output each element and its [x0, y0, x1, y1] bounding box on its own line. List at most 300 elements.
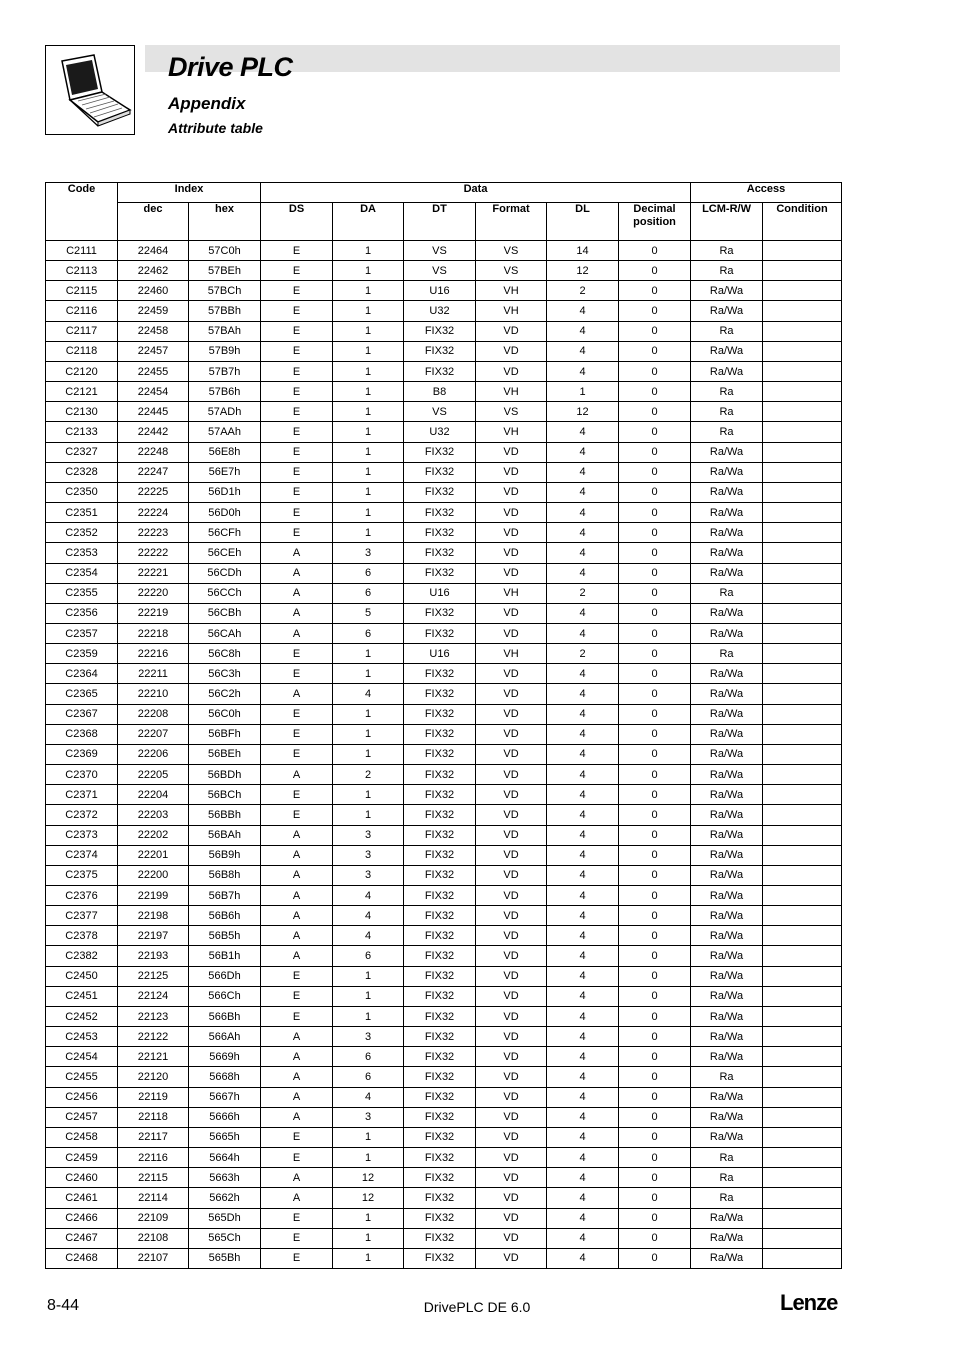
table-cell: VD: [476, 1127, 547, 1147]
table-cell: FIX32: [404, 1248, 476, 1268]
table-cell: Ra/Wa: [691, 563, 763, 583]
table-cell: C2133: [46, 422, 118, 442]
table-cell: E: [261, 422, 333, 442]
table-cell: FIX32: [404, 765, 476, 785]
table-cell: Ra/Wa: [691, 1087, 763, 1107]
table-cell: VD: [476, 503, 547, 523]
table-cell: VD: [476, 845, 547, 865]
table-cell: 4: [547, 623, 619, 643]
table-cell: 1: [333, 664, 404, 684]
table-cell: 0: [619, 301, 691, 321]
table-cell: A: [261, 906, 333, 926]
table-cell: VD: [476, 825, 547, 845]
table-cell: VD: [476, 765, 547, 785]
table-cell: 22109: [118, 1208, 189, 1228]
table-row: [46, 865, 842, 885]
table-cell: 22218: [118, 623, 189, 643]
table-cell: E: [261, 341, 333, 361]
table-cell: 4: [547, 603, 619, 623]
column-header-format: Format: [476, 203, 547, 241]
table-cell: C2353: [46, 543, 118, 563]
column-header-code: Code: [46, 183, 118, 241]
table-cell: Ra/Wa: [691, 543, 763, 563]
column-group-data: Data: [261, 183, 691, 203]
table-cell: 4: [547, 765, 619, 785]
table-cell: Ra/Wa: [691, 906, 763, 926]
table-cell: 5663h: [189, 1168, 261, 1188]
table-cell: FIX32: [404, 845, 476, 865]
table-cell: VH: [476, 644, 547, 664]
table-cell: VH: [476, 583, 547, 603]
table-cell: A: [261, 1188, 333, 1208]
table-cell: 4: [547, 724, 619, 744]
table-cell: 1: [333, 301, 404, 321]
table-cell: VD: [476, 865, 547, 885]
table-cell: Ra/Wa: [691, 301, 763, 321]
table-cell: 1: [333, 966, 404, 986]
table-cell: 22221: [118, 563, 189, 583]
table-cell: VD: [476, 1027, 547, 1047]
column-header-decimal-position: Decimal position: [619, 203, 691, 241]
table-cell: C2327: [46, 442, 118, 462]
table-cell: VD: [476, 341, 547, 361]
table-cell: 4: [547, 1047, 619, 1067]
table-cell: FIX32: [404, 785, 476, 805]
table-row: [46, 1067, 842, 1087]
table-cell: Ra/Wa: [691, 361, 763, 381]
table-cell: [763, 865, 842, 885]
table-cell: [763, 684, 842, 704]
table-cell: A: [261, 1047, 333, 1067]
table-cell: C2115: [46, 281, 118, 301]
table-cell: Ra/Wa: [691, 724, 763, 744]
table-cell: E: [261, 503, 333, 523]
table-cell: C2369: [46, 744, 118, 764]
laptop-icon: [45, 45, 135, 135]
table-cell: VD: [476, 1087, 547, 1107]
table-cell: 0: [619, 886, 691, 906]
table-cell: [763, 321, 842, 341]
table-cell: E: [261, 744, 333, 764]
table-cell: 57BBh: [189, 301, 261, 321]
column-group-index: Index: [118, 183, 261, 203]
table-cell: 0: [619, 361, 691, 381]
table-cell: Ra/Wa: [691, 744, 763, 764]
table-cell: Ra/Wa: [691, 825, 763, 845]
table-cell: C2364: [46, 664, 118, 684]
table-cell: 0: [619, 321, 691, 341]
table-cell: 22223: [118, 523, 189, 543]
table-row: [46, 1087, 842, 1107]
table-cell: 0: [619, 543, 691, 563]
table-cell: C2456: [46, 1087, 118, 1107]
table-cell: 22203: [118, 805, 189, 825]
table-cell: 22225: [118, 482, 189, 502]
table-cell: 565Dh: [189, 1208, 261, 1228]
column-header-lcm-rw: LCM-R/W: [691, 203, 763, 241]
table-cell: 566Dh: [189, 966, 261, 986]
table-cell: Ra: [691, 382, 763, 402]
table-cell: 0: [619, 583, 691, 603]
table-cell: 0: [619, 1208, 691, 1228]
table-row: [46, 503, 842, 523]
table-cell: C2368: [46, 724, 118, 744]
table-row: [46, 1127, 842, 1147]
table-cell: 4: [547, 301, 619, 321]
table-cell: [763, 402, 842, 422]
table-cell: FIX32: [404, 1027, 476, 1047]
table-cell: 0: [619, 241, 691, 261]
table-cell: 56BEh: [189, 744, 261, 764]
table-cell: 4: [547, 523, 619, 543]
table-cell: [763, 1168, 842, 1188]
table-cell: E: [261, 382, 333, 402]
table-cell: 6: [333, 1067, 404, 1087]
table-cell: E: [261, 644, 333, 664]
table-cell: 5666h: [189, 1107, 261, 1127]
column-header-dl: DL: [547, 203, 619, 241]
table-cell: 56B7h: [189, 886, 261, 906]
table-cell: 4: [547, 926, 619, 946]
table-cell: 56D1h: [189, 482, 261, 502]
table-cell: 4: [547, 906, 619, 926]
table-cell: 4: [547, 422, 619, 442]
table-cell: [763, 1248, 842, 1268]
table-cell: 4: [547, 361, 619, 381]
table-cell: C2450: [46, 966, 118, 986]
table-cell: 56E8h: [189, 442, 261, 462]
table-cell: 22200: [118, 865, 189, 885]
table-cell: 1: [333, 805, 404, 825]
table-cell: Ra/Wa: [691, 1006, 763, 1026]
table-cell: C2452: [46, 1006, 118, 1026]
table-cell: A: [261, 563, 333, 583]
table-cell: E: [261, 442, 333, 462]
table-cell: A: [261, 825, 333, 845]
table-cell: FIX32: [404, 1067, 476, 1087]
table-cell: Ra/Wa: [691, 1228, 763, 1248]
table-cell: FIX32: [404, 1107, 476, 1127]
table-cell: [763, 926, 842, 946]
table-cell: 0: [619, 1087, 691, 1107]
table-cell: 1: [333, 704, 404, 724]
table-cell: C2377: [46, 906, 118, 926]
table-cell: [763, 906, 842, 926]
table-cell: C2355: [46, 583, 118, 603]
table-cell: C2121: [46, 382, 118, 402]
table-cell: 22201: [118, 845, 189, 865]
table-cell: 0: [619, 341, 691, 361]
table-cell: 4: [547, 1067, 619, 1087]
table-cell: [763, 603, 842, 623]
table-cell: FIX32: [404, 361, 476, 381]
table-row: [46, 684, 842, 704]
table-cell: 1: [333, 644, 404, 664]
table-cell: 0: [619, 482, 691, 502]
table-cell: FIX32: [404, 744, 476, 764]
table-cell: 12: [547, 261, 619, 281]
table-cell: [763, 361, 842, 381]
table-cell: VD: [476, 744, 547, 764]
table-cell: C2120: [46, 361, 118, 381]
table-row: [46, 1188, 842, 1208]
table-cell: E: [261, 724, 333, 744]
table-cell: 57B6h: [189, 382, 261, 402]
table-cell: 14: [547, 241, 619, 261]
table-cell: VD: [476, 623, 547, 643]
table-sub-header-row: [46, 203, 842, 241]
table-cell: 5667h: [189, 1087, 261, 1107]
attribute-table: [45, 182, 842, 1269]
table-row: [46, 1148, 842, 1168]
table-cell: FIX32: [404, 1148, 476, 1168]
table-cell: VH: [476, 382, 547, 402]
table-cell: 22224: [118, 503, 189, 523]
table-cell: 6: [333, 583, 404, 603]
table-cell: 4: [547, 805, 619, 825]
table-cell: 22116: [118, 1148, 189, 1168]
table-cell: 12: [547, 402, 619, 422]
table-cell: VD: [476, 805, 547, 825]
table-cell: VD: [476, 603, 547, 623]
table-row: [46, 241, 842, 261]
table-cell: A: [261, 583, 333, 603]
table-cell: 4: [547, 1208, 619, 1228]
table-cell: [763, 503, 842, 523]
table-cell: 4: [333, 926, 404, 946]
table-cell: 56C0h: [189, 704, 261, 724]
table-cell: [763, 482, 842, 502]
table-cell: VS: [476, 241, 547, 261]
table-cell: 0: [619, 623, 691, 643]
table-cell: [763, 805, 842, 825]
table-cell: [763, 1047, 842, 1067]
table-cell: 1: [333, 462, 404, 482]
table-cell: E: [261, 785, 333, 805]
table-cell: 0: [619, 684, 691, 704]
table-cell: 4: [547, 785, 619, 805]
table-cell: [763, 462, 842, 482]
table-cell: 4: [333, 1087, 404, 1107]
table-cell: 4: [547, 462, 619, 482]
table-cell: FIX32: [404, 442, 476, 462]
column-header-condition: Condition: [763, 203, 842, 241]
table-cell: C2453: [46, 1027, 118, 1047]
table-cell: E: [261, 281, 333, 301]
table-cell: [763, 382, 842, 402]
table-cell: VS: [476, 261, 547, 281]
table-row: [46, 906, 842, 926]
table-cell: VH: [476, 301, 547, 321]
table-cell: 3: [333, 1027, 404, 1047]
table-cell: 56B6h: [189, 906, 261, 926]
table-cell: Ra: [691, 644, 763, 664]
table-cell: E: [261, 462, 333, 482]
table-cell: Ra/Wa: [691, 1027, 763, 1047]
table-cell: [763, 1107, 842, 1127]
table-cell: VD: [476, 1067, 547, 1087]
table-cell: 1: [333, 1208, 404, 1228]
table-cell: 4: [547, 1027, 619, 1047]
table-cell: Ra/Wa: [691, 442, 763, 462]
table-cell: C2378: [46, 926, 118, 946]
table-row: [46, 664, 842, 684]
table-cell: E: [261, 261, 333, 281]
table-cell: 0: [619, 906, 691, 926]
table-cell: [763, 583, 842, 603]
table-cell: 4: [547, 845, 619, 865]
table-row: [46, 523, 842, 543]
table-cell: 1: [333, 503, 404, 523]
table-cell: C2350: [46, 482, 118, 502]
table-cell: VD: [476, 684, 547, 704]
table-cell: 0: [619, 664, 691, 684]
table-cell: 5668h: [189, 1067, 261, 1087]
table-cell: 22121: [118, 1047, 189, 1067]
table-cell: A: [261, 1107, 333, 1127]
table-cell: 57BAh: [189, 321, 261, 341]
table-cell: 3: [333, 543, 404, 563]
table-cell: FIX32: [404, 1047, 476, 1067]
table-cell: 4: [547, 1087, 619, 1107]
column-header-hex: hex: [189, 203, 261, 241]
table-cell: FIX32: [404, 986, 476, 1006]
table-row: [46, 1208, 842, 1228]
table-cell: 4: [547, 886, 619, 906]
table-cell: 4: [547, 664, 619, 684]
table-cell: 2: [547, 644, 619, 664]
table-cell: C2466: [46, 1208, 118, 1228]
table-cell: A: [261, 886, 333, 906]
table-cell: 1: [333, 523, 404, 543]
table-cell: FIX32: [404, 563, 476, 583]
table-cell: 566Bh: [189, 1006, 261, 1026]
table-cell: 22108: [118, 1228, 189, 1248]
table-row: [46, 1248, 842, 1268]
table-cell: 4: [547, 1248, 619, 1268]
table-cell: Ra/Wa: [691, 503, 763, 523]
table-cell: 56CFh: [189, 523, 261, 543]
table-row: [46, 543, 842, 563]
table-cell: 56BBh: [189, 805, 261, 825]
table-cell: VD: [476, 886, 547, 906]
table-cell: FIX32: [404, 946, 476, 966]
table-cell: Ra/Wa: [691, 603, 763, 623]
table-cell: 4: [547, 1228, 619, 1248]
table-cell: A: [261, 1168, 333, 1188]
table-cell: FIX32: [404, 1087, 476, 1107]
table-cell: Ra/Wa: [691, 926, 763, 946]
table-cell: VD: [476, 482, 547, 502]
table-cell: 1: [333, 402, 404, 422]
table-cell: 22207: [118, 724, 189, 744]
table-cell: 0: [619, 744, 691, 764]
column-header-da: DA: [333, 203, 404, 241]
table-cell: E: [261, 1208, 333, 1228]
table-cell: U16: [404, 281, 476, 301]
table-cell: 0: [619, 765, 691, 785]
table-cell: Ra/Wa: [691, 765, 763, 785]
table-row: [46, 603, 842, 623]
table-cell: 4: [333, 684, 404, 704]
table-cell: U32: [404, 422, 476, 442]
table-cell: 22458: [118, 321, 189, 341]
table-cell: 0: [619, 724, 691, 744]
table-cell: C2116: [46, 301, 118, 321]
brand-logo: Lenze: [780, 1290, 838, 1315]
table-cell: 22247: [118, 462, 189, 482]
table-cell: 565Bh: [189, 1248, 261, 1268]
table-cell: 57BEh: [189, 261, 261, 281]
table-cell: FIX32: [404, 805, 476, 825]
table-cell: 0: [619, 1006, 691, 1026]
table-cell: 22199: [118, 886, 189, 906]
table-cell: C2467: [46, 1228, 118, 1248]
table-row: [46, 422, 842, 442]
table-row: [46, 785, 842, 805]
table-cell: [763, 1208, 842, 1228]
table-cell: 56B8h: [189, 865, 261, 885]
table-row: [46, 1107, 842, 1127]
table-cell: 0: [619, 926, 691, 946]
table-cell: 56CCh: [189, 583, 261, 603]
table-row: [46, 1027, 842, 1047]
table-cell: 22204: [118, 785, 189, 805]
table-cell: E: [261, 482, 333, 502]
table-cell: 22454: [118, 382, 189, 402]
table-cell: Ra/Wa: [691, 886, 763, 906]
table-cell: FIX32: [404, 341, 476, 361]
table-cell: [763, 543, 842, 563]
table-cell: VD: [476, 966, 547, 986]
table-cell: 4: [547, 1168, 619, 1188]
table-cell: Ra/Wa: [691, 462, 763, 482]
table-cell: FIX32: [404, 482, 476, 502]
table-cell: 1: [333, 724, 404, 744]
table-row: [46, 886, 842, 906]
table-cell: 0: [619, 603, 691, 623]
table-cell: 0: [619, 1127, 691, 1147]
table-cell: 3: [333, 825, 404, 845]
table-row: [46, 765, 842, 785]
table-cell: VD: [476, 1148, 547, 1168]
table-cell: Ra/Wa: [691, 1248, 763, 1268]
table-cell: Ra/Wa: [691, 845, 763, 865]
table-cell: E: [261, 966, 333, 986]
table-cell: A: [261, 603, 333, 623]
table-cell: FIX32: [404, 543, 476, 563]
table-cell: FIX32: [404, 865, 476, 885]
table-cell: FIX32: [404, 1127, 476, 1147]
table-cell: 2: [333, 765, 404, 785]
table-cell: Ra/Wa: [691, 704, 763, 724]
table-row: [46, 341, 842, 361]
table-cell: 6: [333, 563, 404, 583]
table-row: [46, 825, 842, 845]
table-cell: [763, 281, 842, 301]
table-cell: [763, 1006, 842, 1026]
table-cell: A: [261, 765, 333, 785]
table-cell: VS: [404, 402, 476, 422]
table-row: [46, 926, 842, 946]
table-cell: C2373: [46, 825, 118, 845]
table-cell: 0: [619, 946, 691, 966]
table-cell: 1: [333, 785, 404, 805]
table-cell: FIX32: [404, 906, 476, 926]
table-cell: 1: [333, 1228, 404, 1248]
table-row: [46, 946, 842, 966]
table-cell: 0: [619, 805, 691, 825]
